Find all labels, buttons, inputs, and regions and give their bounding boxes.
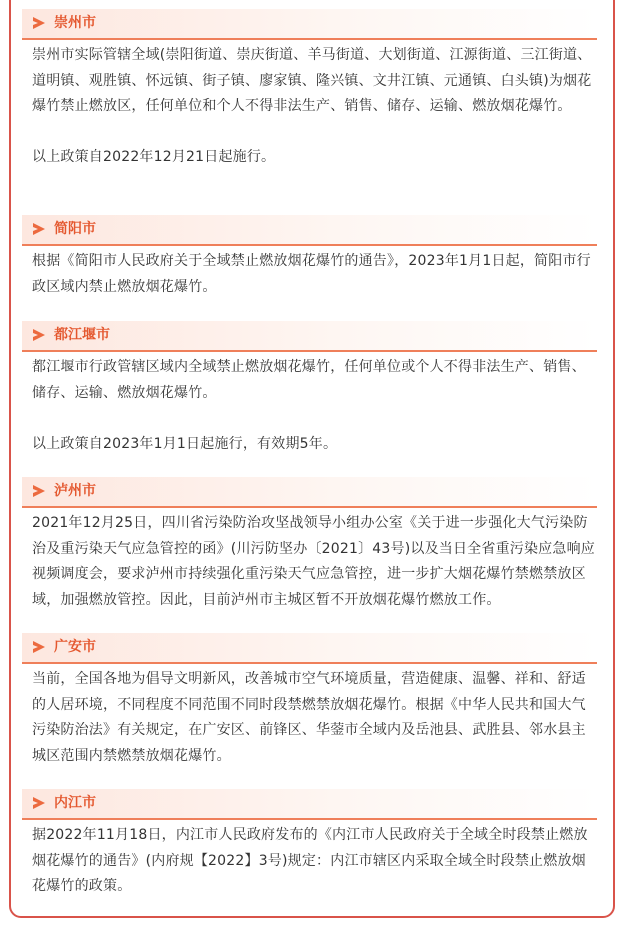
arrow-right-icon bbox=[33, 641, 45, 653]
city-title: 崇州市 bbox=[54, 15, 96, 31]
city-title: 泸州市 bbox=[54, 483, 96, 499]
arrow-right-icon bbox=[33, 17, 45, 29]
paragraph: 崇州市实际管辖全域(崇阳街道、崇庆街道、羊马街道、大划街道、江源街道、三江街道、道明镇、观胜镇、怀远镇、街子镇、廖家镇、隆兴镇、文井江镇、元通镇、白头镇)为烟花爆竹禁止燃放区，任何单位和个人不得非法生产、销售、储存、运输、燃放烟花爆竹。 bbox=[32, 47, 592, 114]
city-title: 都江堰市 bbox=[54, 327, 110, 343]
paragraph: 以上政策自2023年1月1日起施行，有效期5年。 bbox=[32, 435, 338, 452]
paragraph: 2021年12月25日，四川省污染防治攻坚战领导小组办公室《关于进一步强化大气污染防治及重污染天气应急管控的函》(川污防坚办〔2021〕43号)以及当日全省重污染应急响应视频调度会，要求泸州市持续强化重污染天气应急管控，进一步扩大烟花爆竹禁燃禁放区域，加强燃放管控。因此，目前泸州市主城区暂不开放烟花爆竹燃放工作。 bbox=[32, 515, 595, 608]
city-title: 广安市 bbox=[54, 639, 96, 655]
section-body bbox=[22, 355, 597, 457]
paragraph: 当前，全国各地为倡导文明新风，改善城市空气环境质量，营造健康、温馨、祥和、舒适的人居环境，不同程度不同范围不同时段禁燃禁放烟花爆竹。根据《中华人民共和国大气污染防治法》有关规定，在广安区、前锋区、华蓥市全域内及岳池县、武胜县、邻水县主城区范围内禁燃禁放烟花爆竹。 bbox=[32, 671, 586, 764]
section-header bbox=[22, 215, 597, 246]
section-body bbox=[22, 43, 597, 171]
paragraph: 以上政策自2022年12月21日起施行。 bbox=[32, 149, 276, 165]
section-header bbox=[22, 477, 597, 508]
section-body bbox=[22, 511, 597, 613]
section-header bbox=[22, 633, 597, 664]
section-header bbox=[22, 321, 597, 352]
paragraph: 都江堰市行政管辖区域内全域禁止燃放烟花爆竹，任何单位或个人不得非法生产、销售、储存、运输、燃放烟花爆竹。 bbox=[32, 359, 586, 401]
section-header bbox=[22, 789, 597, 820]
paragraph: 根据《简阳市人民政府关于全域禁止燃放烟花爆竹的通告》，2023年1月1日起，简阳市行政区域内禁止燃放烟花爆竹。 bbox=[32, 253, 591, 295]
arrow-right-icon bbox=[33, 485, 45, 497]
section-guangan bbox=[22, 633, 597, 769]
section-header bbox=[22, 9, 597, 40]
section-body bbox=[22, 667, 597, 769]
section-luzhou bbox=[22, 477, 597, 613]
section-body bbox=[22, 249, 597, 300]
section-jianyang bbox=[22, 215, 597, 300]
section-chongzhou bbox=[22, 9, 597, 171]
paragraph: 据2022年11月18日，内江市人民政府发布的《内江市人民政府关于全域全时段禁止燃放烟花爆竹的通告》(内府规【2022】3号)规定：内江市辖区内采取全域全时段禁止燃放烟花爆竹的政策。 bbox=[32, 827, 588, 894]
section-body bbox=[22, 823, 597, 900]
city-title: 简阳市 bbox=[54, 221, 96, 237]
arrow-right-icon bbox=[33, 223, 45, 235]
section-neijiang bbox=[22, 789, 597, 900]
arrow-right-icon bbox=[33, 329, 45, 341]
arrow-right-icon bbox=[33, 797, 45, 809]
city-title: 内江市 bbox=[54, 795, 96, 811]
section-dujiangyan bbox=[22, 321, 597, 457]
